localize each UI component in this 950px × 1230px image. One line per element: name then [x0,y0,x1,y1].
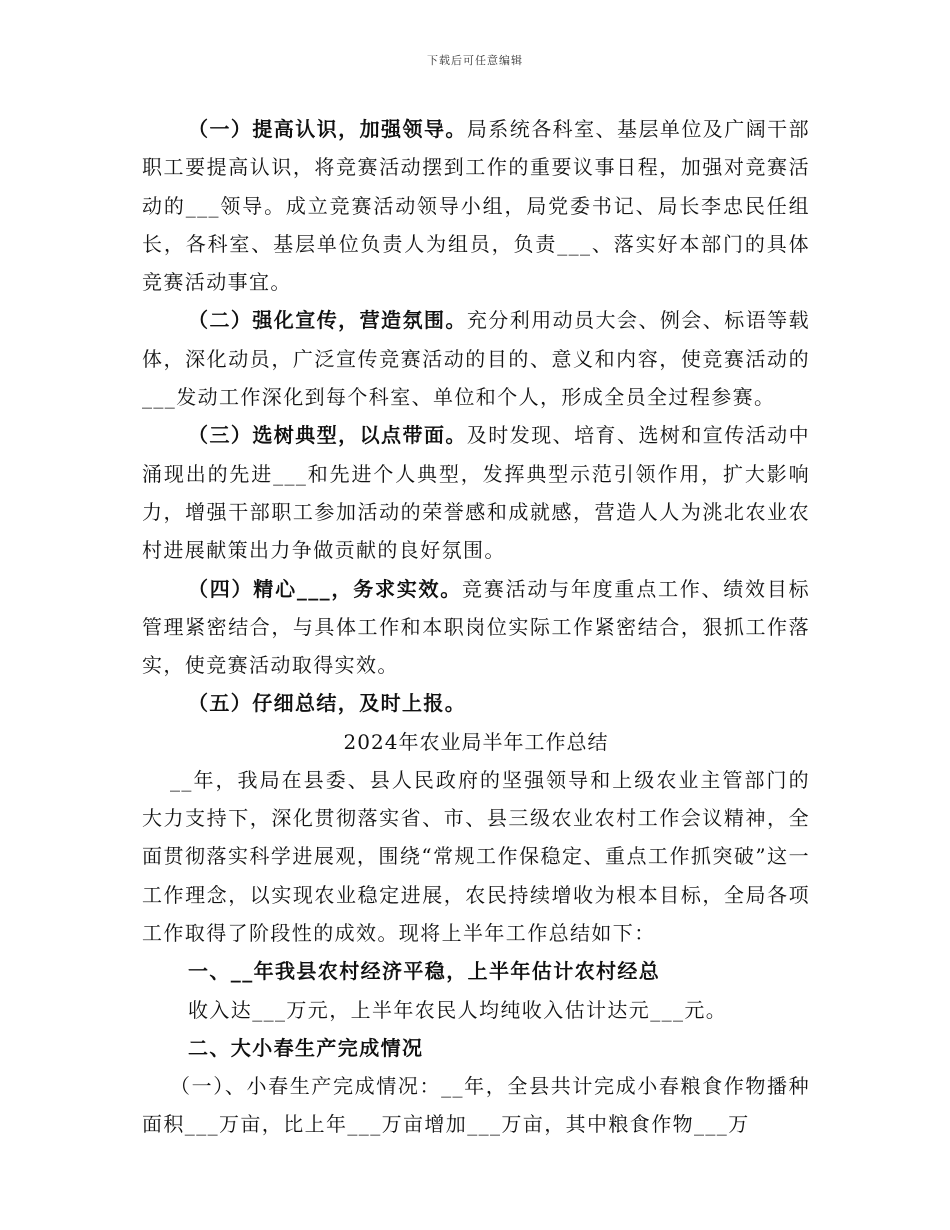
paragraph-4 [142,570,810,685]
paragraph-lead: （三）选树典型，以点带面。 [188,423,467,448]
paragraph-text: 及时发现、培育、选树和宣传活动中涌现出的先进___和先进个人典型，发挥典型示范引领作用，扩大影响力，增强干部职工参加活动的荣誉感和成就感，营造人人为洮北农业农村进展献策出力争做贡献的良好氛围。 [142,423,811,563]
paragraph-lead: （一）提高认识，加强领导。 [188,117,467,141]
paragraph-3 [142,416,810,569]
paragraph-lead: （四）精心___，务求实效。 [188,576,463,601]
paragraph-5 [142,684,810,722]
section-paragraph-2: （一）、小春生产完成情况：__年，全县共计完成小春粮食作物播种面积___万亩，比上年___万亩增加___万亩，其中粮食作物___万 [142,1074,810,1137]
page-header: 下载后可任意编辑 [427,54,523,67]
section-paragraph-1: 收入达___万元，上半年农民人均纯收入估计达元___元。 [188,997,728,1022]
paragraph-2 [142,301,810,416]
report-intro: __年，我局在县委、县人民政府的坚强领导和上级农业主管部门的大力支持下，深化贯彻落实省、市、县三级农业农村工作会议精神，全面贯彻落实科学进展观，围绕“常规工作保稳定、重点工作抓突破”这一工作理念，以实现农业稳定进展，农民持续增收为根本目标，全局各项工作取得了阶段性的成效。现将上半年工作总结如下： [142,767,810,945]
paragraph-text: 竞赛活动与年度重点工作、绩效目标管理紧密结合，与具体工作和本职岗位实际工作紧密结合，狠抓工作落实，使竞赛活动取得实效。 [142,576,810,678]
paragraph-text: 充分利用动员大会、例会、标语等载体，深化动员，广泛宣传竞赛活动的目的、意义和内容，使竞赛活动的___发动工作深化到每个科室、单位和个人，形成全员全过程参赛。 [142,308,811,410]
paragraph-1 [142,110,810,301]
section-heading-1: 一、__年我县农村经济平稳，上半年估计农村经总 [188,959,661,984]
paragraph-text: 局系统各科室、基层单位及广阔干部职工要提高认识，将竞赛活动摆到工作的重要议事日程，加强对竞赛活动的___领导。成立竞赛活动领导小组，局党委书记、局长李忠民任组长，各科室、基层单位负责人为组员，负责___、落实好本部门的具体竞赛活动事宜。 [142,117,811,295]
paragraph-lead: （二）强化宣传，营造氛围。 [188,308,467,333]
report-title: 2024年农业局半年工作总结 [343,729,609,754]
section-heading-2: 二、大小春生产完成情况 [188,1035,424,1060]
document-body [142,110,810,1144]
paragraph-lead: （五）仔细总结，及时上报。 [188,691,467,716]
